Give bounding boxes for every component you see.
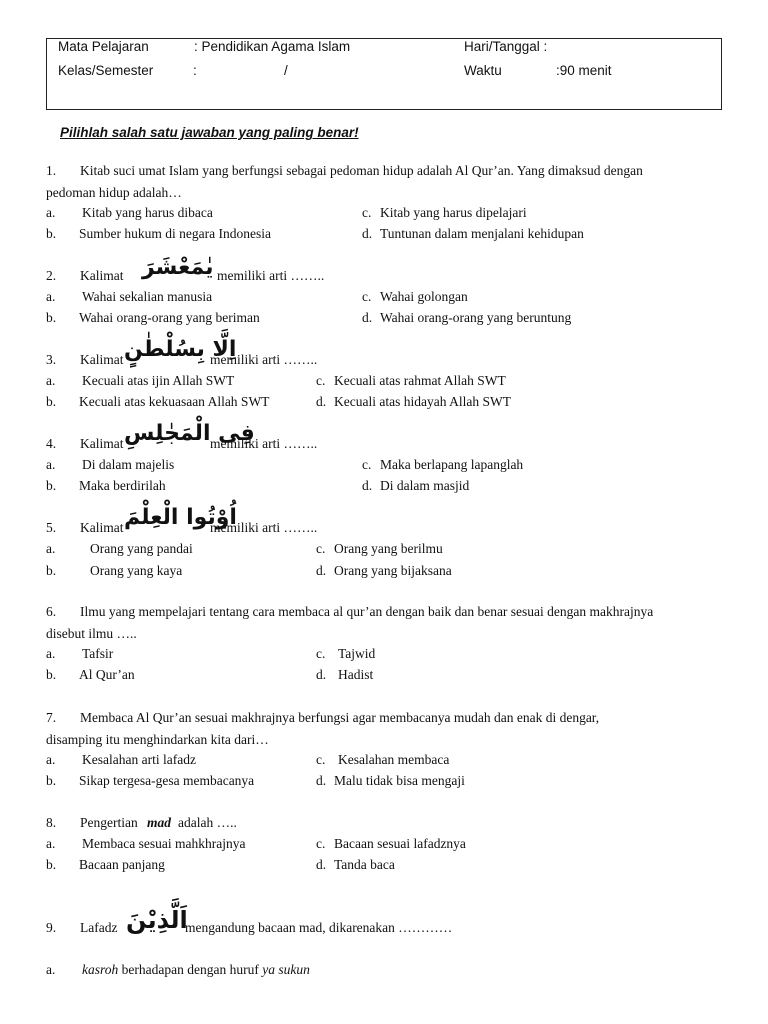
question-suffix: memiliki arti …….. [217,268,325,283]
option-c[interactable]: Wahai golongan [380,289,468,304]
option-b[interactable]: Bacaan panjang [79,857,165,872]
option-a[interactable]: Kecuali atas ijin Allah SWT [82,373,235,388]
question-suffix: adalah ….. [178,815,237,830]
option-d[interactable]: Di dalam masjid [380,478,470,493]
option-a[interactable]: Wahai sekalian manusia [82,289,213,304]
option-b-mark: b. [46,563,57,578]
question-suffix: memiliki arti …….. [210,436,318,451]
option-d-mark: d. [316,773,327,788]
question-number: 3. [46,352,57,367]
option-b[interactable]: Maka berdirilah [79,478,166,493]
arabic-word: يٰمَعْشَرَ [142,255,214,280]
day-label: Hari/Tanggal : [464,39,548,54]
question-number: 4. [46,436,57,451]
instruction: Pilihlah salah satu jawaban yang paling benar! [60,125,359,140]
option-a-mark: a. [46,457,56,472]
question-text: Kitab suci umat Islam yang berfungsi sebagai pedoman hidup adalah Al Qur’an. Yang dimaksud dengan [80,163,643,178]
question-number: 8. [46,815,57,830]
arabic-word: اِلَّا بِسُلْطٰنٍ [124,337,237,362]
option-b-mark: b. [46,857,57,872]
option-d[interactable]: Hadist [338,667,374,682]
option-b-mark: b. [46,394,57,409]
option-d-mark: d. [316,857,327,872]
option-d[interactable]: Tanda baca [334,857,395,872]
option-a-mark: a. [46,646,56,661]
arabic-word: اَلَّذِيْنَ [126,906,188,934]
option-d-mark: d. [316,667,327,682]
option-c-mark: c. [316,541,326,556]
arabic-word: اُوْتُوا الْعِلْمَ [124,505,237,530]
option-b-mark: b. [46,773,57,788]
question-number: 7. [46,710,57,725]
option-a-mark: a. [46,836,56,851]
question-emphasis: mad [147,815,172,830]
option-c[interactable]: Maka berlapang lapanglah [380,457,524,472]
question-suffix: memiliki arti …….. [210,352,318,367]
option-b[interactable]: Sikap tergesa-gesa membacanya [79,773,255,788]
option-c-mark: c. [362,289,372,304]
option-a-emphasis-1: kasroh [82,962,119,977]
option-d-mark: d. [316,394,327,409]
question-text-cont: pedoman hidup adalah… [46,185,182,200]
question-number: 9. [46,920,57,935]
subject-value: : Pendidikan Agama Islam [194,39,351,54]
question-text: Membaca Al Qur’an sesuai makhrajnya berfungsi agar membacanya mudah dan enak di dengar, [80,710,600,725]
option-c-mark: c. [362,205,372,220]
option-a[interactable]: Kitab yang harus dibaca [82,205,213,220]
option-c[interactable]: Kesalahan membaca [338,752,450,767]
option-c-mark: c. [316,836,326,851]
question-number: 1. [46,163,57,178]
option-a-mark: a. [46,962,56,977]
question-suffix: mengandung bacaan mad, dikarenakan ………… [185,920,453,935]
option-b-mark: b. [46,310,57,325]
question-prefix: Kalimat [80,268,124,283]
question-suffix: memiliki arti …….. [210,520,318,535]
option-c[interactable]: Kitab yang harus dipelajari [380,205,527,220]
option-a[interactable] [82,962,310,978]
option-a-mark: a. [46,289,56,304]
option-b[interactable]: Sumber hukum di negara Indonesia [79,226,271,241]
option-d-mark: d. [362,478,373,493]
option-d-mark: d. [316,563,327,578]
option-c[interactable]: Kecuali atas rahmat Allah SWT [334,373,506,388]
question-prefix: Kalimat [80,436,124,451]
question-prefix: Lafadz [80,920,118,935]
question-prefix: Kalimat [80,520,124,535]
time-value: :90 menit [556,63,612,78]
option-a-mark: a. [46,541,56,556]
option-b[interactable]: Al Qur’an [79,667,135,682]
option-b-mark: b. [46,667,57,682]
option-a-mark: a. [46,373,56,388]
question-number: 6. [46,604,57,619]
option-d[interactable]: Malu tidak bisa mengaji [334,773,465,788]
option-c[interactable]: Bacaan sesuai lafadznya [334,836,466,851]
option-a[interactable]: Membaca sesuai mahkhrajnya [82,836,246,851]
option-a-mark: a. [46,205,56,220]
question-prefix: Kalimat [80,352,124,367]
option-a-text: berhadapan dengan huruf [121,962,259,977]
option-c-mark: c. [362,457,372,472]
option-b[interactable]: Kecuali atas kekuasaan Allah SWT [79,394,270,409]
arabic-word: فِى الْمَجٰلِسِ [124,421,255,446]
subject-label: Mata Pelajaran [58,39,149,54]
option-a[interactable]: Tafsir [82,646,114,661]
option-a[interactable]: Kesalahan arti lafadz [82,752,196,767]
option-d[interactable]: Orang yang bijaksana [334,563,452,578]
option-c-mark: c. [316,752,326,767]
option-b[interactable]: Wahai orang-orang yang beriman [79,310,260,325]
option-b-mark: b. [46,226,57,241]
option-c-mark: c. [316,646,326,661]
option-d-mark: d. [362,310,373,325]
header-box [46,38,722,110]
option-a-emphasis-2: ya sukun [262,962,310,977]
question-prefix: Pengertian [80,815,138,830]
option-d[interactable]: Kecuali atas hidayah Allah SWT [334,394,511,409]
class-label: Kelas/Semester [58,63,154,78]
option-a-mark: a. [46,752,56,767]
option-c-mark: c. [316,373,326,388]
class-colon: : [193,63,197,78]
question-number: 2. [46,268,57,283]
option-a[interactable]: Di dalam majelis [82,457,175,472]
option-d[interactable]: Wahai orang-orang yang beruntung [380,310,572,325]
question-text-cont: disamping itu menghindarkan kita dari… [46,732,269,747]
question-text-cont: disebut ilmu ….. [46,626,137,641]
class-slash: / [284,63,288,78]
question-number: 5. [46,520,57,535]
question-text: Ilmu yang mempelajari tentang cara membaca al qur’an dengan baik dan benar sesuai dengan makhrajnya [80,604,654,619]
time-label: Waktu [464,63,502,78]
option-b[interactable]: Orang yang kaya [90,563,183,578]
option-c[interactable]: Tajwid [338,646,376,661]
option-c[interactable]: Orang yang berilmu [334,541,443,556]
option-d-mark: d. [362,226,373,241]
option-b-mark: b. [46,478,57,493]
option-d[interactable]: Tuntunan dalam menjalani kehidupan [380,226,584,241]
option-a[interactable]: Orang yang pandai [90,541,193,556]
